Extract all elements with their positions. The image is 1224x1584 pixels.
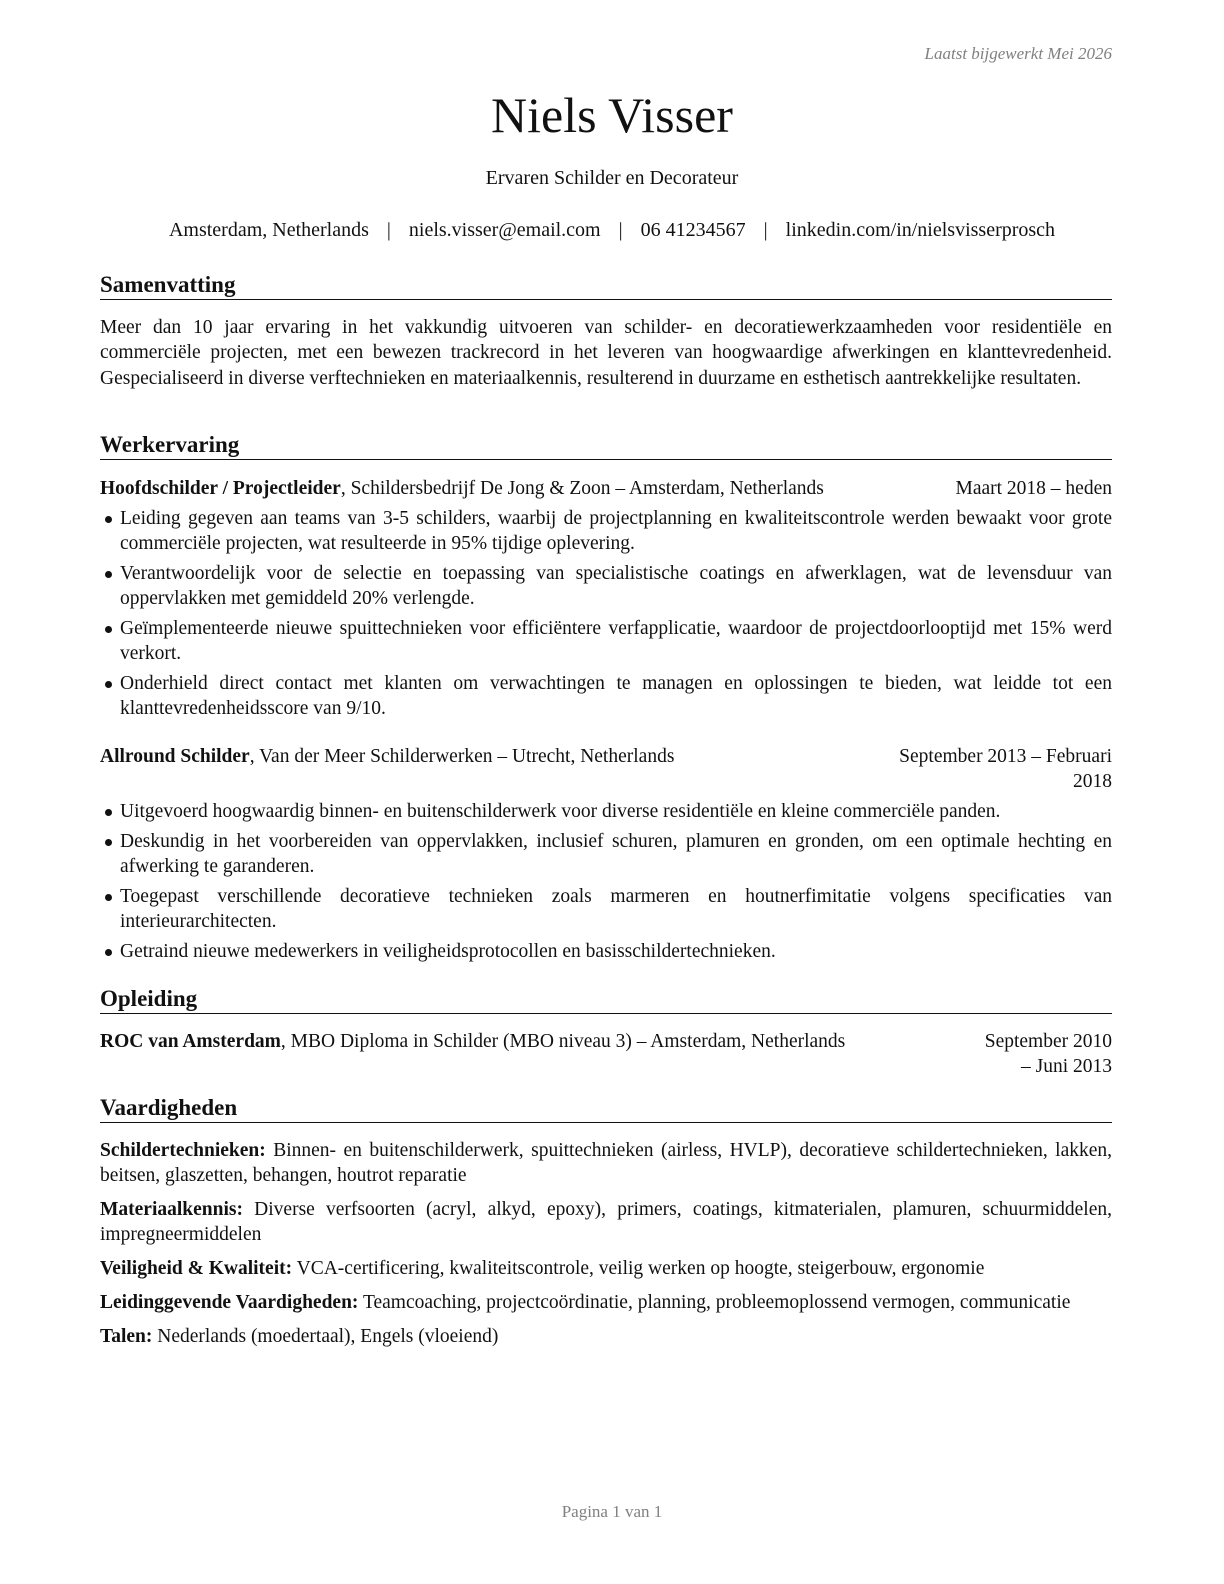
job-company: , Van der Meer Schilderwerken – Utrecht, Netherlands <box>249 746 675 767</box>
page-number: Pagina 1 van 1 <box>561 1502 663 1521</box>
bullet-item: Getraind nieuwe medewerkers in veiligheidsprotocollen en basisschildertechnieken. <box>100 939 1112 964</box>
contact-separator: | <box>386 219 391 241</box>
job-dates: September 2013 – Februari 2018 <box>899 746 1112 792</box>
contact-linkedin[interactable]: linkedin.com/in/nielsvisserprosch <box>785 219 1056 241</box>
education-school: ROC van Amsterdam <box>100 1031 281 1052</box>
experience-section <box>100 431 1112 964</box>
education-section <box>100 985 1112 1077</box>
skill-line <box>100 1324 1112 1349</box>
education-detail: , MBO Diploma in Schilder (MBO niveau 3) – Amsterdam, Netherlands <box>280 1031 846 1052</box>
bullet-item: Uitgevoerd hoogwaardig binnen- en buitenschilderwerk voor diverse residentiële en kleine commerciële panden. <box>100 799 1112 824</box>
candidate-subtitle: Ervaren Schilder en Decorateur <box>485 167 739 189</box>
section-heading-experience: Werkervaring <box>100 431 1112 460</box>
section-heading-education: Opleiding <box>100 985 1112 1014</box>
skill-label: Veiligheid & Kwaliteit: <box>100 1258 293 1279</box>
bullet-item: Onderhield direct contact met klanten om verwachtingen te managen en oplossingen te bieden, wat leidde tot een klanttevredenheidsscore van 9/10. <box>100 671 1112 721</box>
contact-line <box>0 219 1224 242</box>
section-heading-summary: Samenvatting <box>100 271 1112 300</box>
job-title: Hoofdschilder / Projectleider <box>100 478 341 499</box>
skill-label: Schildertechnieken: <box>100 1140 266 1161</box>
summary-section <box>100 271 1112 391</box>
skill-text: Teamcoaching, projectcoördinatie, planning, probleemoplossend vermogen, communicatie <box>358 1292 1071 1313</box>
skill-text: Binnen- en buitenschilderwerk, spuittechnieken (airless, HVLP), decoratieve schildertechnieken, lakken, beitsen, glaszetten, behangen, houtrot reparatie <box>100 1140 1112 1186</box>
job-header <box>100 744 1112 794</box>
job-header <box>100 476 1112 501</box>
skill-label: Materiaalkennis: <box>100 1199 243 1220</box>
skill-line <box>100 1197 1112 1247</box>
summary-text: Meer dan 10 jaar ervaring in het vakkundig uitvoeren van schilder- en decoratiewerkzaamheden voor residentiële en commerciële projecten, met een bewezen trackrecord in het leveren van hoogwaardige afwerkingen en klanttevredenheid. Gespecialiseerd in diverse verftechnieken en materiaalkennis, resulterend in duurzame en esthetisch aantrekkelijke resultaten. <box>100 317 1112 389</box>
contact-phone: 06 41234567 <box>640 219 746 241</box>
job-company: , Schildersbedrijf De Jong & Zoon – Amsterdam, Netherlands <box>340 478 824 499</box>
job-entry <box>100 476 1112 721</box>
bullet-item: Leiding gegeven aan teams van 3-5 schilders, waarbij de projectplanning en kwaliteitscontrole werden bewaakt voor grote commerciële projecten, wat resulteerde in 95% tijdige oplevering. <box>100 506 1112 556</box>
skill-text: Nederlands (moedertaal), Engels (vloeiend) <box>152 1326 499 1347</box>
skill-line <box>100 1290 1112 1315</box>
education-line <box>100 1029 1112 1054</box>
bullet-item: Deskundig in het voorbereiden van oppervlakken, inclusief schuren, plamuren en gronden, om een optimale hechting en afwerking te garanderen. <box>100 829 1112 879</box>
skill-line <box>100 1256 1112 1281</box>
skill-label: Leidinggevende Vaardigheden: <box>100 1292 359 1313</box>
job-bullets <box>100 799 1112 964</box>
contact-separator: | <box>618 219 623 241</box>
bullet-item: Geïmplementeerde nieuwe spuittechnieken voor efficiëntere verfapplicatie, waardoor de projectdoorlooptijd met 15% werd verkort. <box>100 616 1112 666</box>
skills-section <box>100 1094 1112 1349</box>
job-bullets <box>100 506 1112 721</box>
skill-line <box>100 1138 1112 1188</box>
job-title: Allround Schilder <box>100 746 250 767</box>
skill-text: VCA-certificering, kwaliteitscontrole, veilig werken op hoogte, steigerbouw, ergonomie <box>292 1258 985 1279</box>
job-entry <box>100 744 1112 964</box>
candidate-name: Niels Visser <box>491 87 733 143</box>
job-dates: Maart 2018 – heden <box>955 478 1112 499</box>
education-dates: September 2010 – Juni 2013 <box>984 1031 1112 1077</box>
contact-separator: | <box>763 219 768 241</box>
skill-label: Talen: <box>100 1326 153 1347</box>
skill-text: Diverse verfsoorten (acryl, alkyd, epoxy), primers, coatings, kitmaterialen, plamuren, schuurmiddelen, impregneermiddelen <box>100 1199 1112 1245</box>
last-updated-note: Laatst bijgewerkt Mei 2026 <box>924 44 1112 63</box>
education-entry <box>100 1029 1112 1077</box>
bullet-item: Verantwoordelijk voor de selectie en toepassing van specialistische coatings en afwerklagen, wat de levensduur van oppervlakken met gemiddeld 20% verlengde. <box>100 561 1112 611</box>
contact-email[interactable]: niels.visser@email.com <box>408 219 601 241</box>
bullet-item: Toegepast verschillende decoratieve technieken zoals marmeren en houtnerfimitatie volgens specificaties van interieurarchitecten. <box>100 884 1112 934</box>
contact-location: Amsterdam, Netherlands <box>168 219 369 241</box>
section-heading-skills: Vaardigheden <box>100 1094 1112 1123</box>
